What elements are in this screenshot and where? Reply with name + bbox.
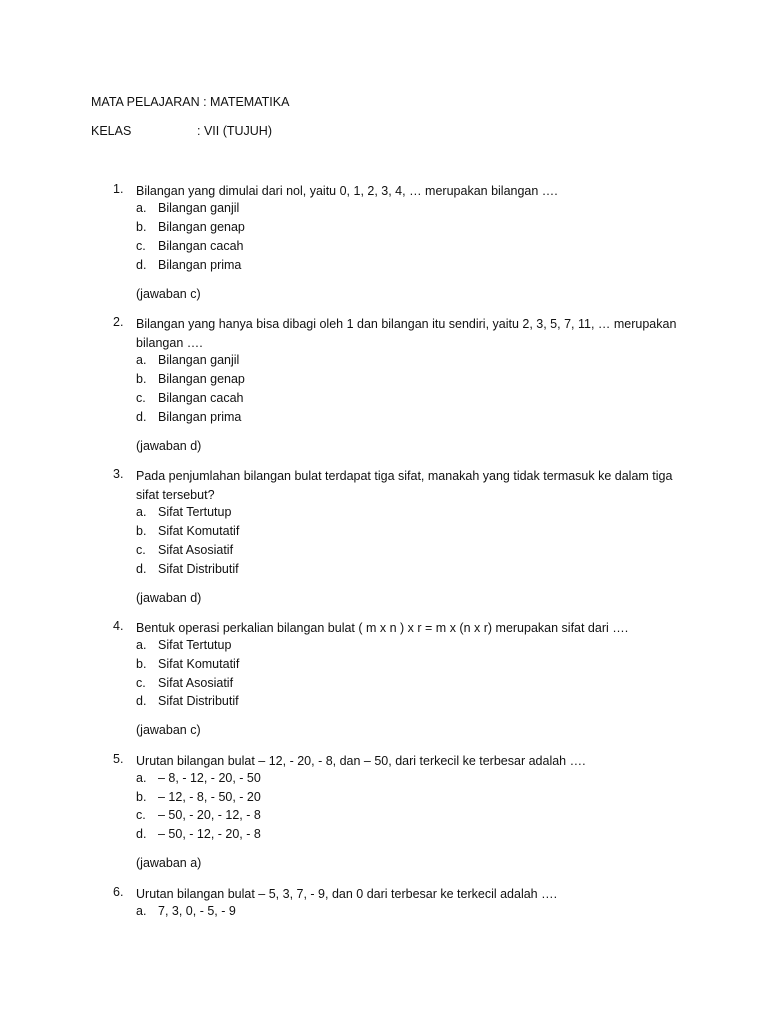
option-letter: a. <box>136 904 147 918</box>
option-text: Bilangan prima <box>158 258 242 272</box>
option-a <box>136 201 239 215</box>
question-text: Bilangan yang dimulai dari nol, yaitu 0, 1, 2, 3, 4, … merupakan bilangan …. <box>136 184 558 198</box>
option-text: – 8, - 12, - 20, - 50 <box>158 771 261 785</box>
option-b <box>136 790 261 804</box>
option-c <box>136 543 233 557</box>
option-letter: a. <box>136 638 147 652</box>
option-a <box>136 505 231 519</box>
option-text: Sifat Komutatif <box>158 524 240 538</box>
question-number: 4. <box>113 619 124 633</box>
option-a <box>136 353 239 367</box>
option-a <box>136 638 231 652</box>
option-text: Sifat Distributif <box>158 694 239 708</box>
option-c <box>136 676 233 690</box>
option-d <box>136 562 239 576</box>
option-letter: a. <box>136 505 147 519</box>
option-text: Sifat Distributif <box>158 562 239 576</box>
option-text: Sifat Asosiatif <box>158 676 234 690</box>
class-value: : VII (TUJUH) <box>197 124 272 138</box>
question-text: Urutan bilangan bulat – 5, 3, 7, - 9, dan 0 dari terbesar ke terkecil adalah …. <box>136 887 558 901</box>
option-letter: b. <box>136 220 147 234</box>
option-b <box>136 372 245 386</box>
question-text: Urutan bilangan bulat – 12, - 20, - 8, dan – 50, dari terkecil ke terbesar adalah …. <box>136 754 586 768</box>
option-text: – 50, - 12, - 20, - 8 <box>158 827 261 841</box>
option-text: Sifat Asosiatif <box>158 543 234 557</box>
option-letter: a. <box>136 353 147 367</box>
option-a <box>136 904 236 918</box>
option-letter: c. <box>136 543 146 557</box>
question-text: Bentuk operasi perkalian bilangan bulat ( m x n ) x r = m x (n x r) merupakan sifat dari …. <box>136 621 629 635</box>
option-text: Bilangan genap <box>158 372 245 386</box>
question-text: Bilangan yang hanya bisa dibagi oleh 1 dan bilangan itu sendiri, yaitu 2, 3, 5, 7, 11, … merupakan bilangan …. <box>136 317 677 350</box>
option-c <box>136 808 261 822</box>
question-number: 5. <box>113 752 124 766</box>
option-text: Bilangan genap <box>158 220 245 234</box>
option-c <box>136 239 243 253</box>
option-d <box>136 827 261 841</box>
option-text: Sifat Tertutup <box>158 505 232 519</box>
option-text: Bilangan ganjil <box>158 201 240 215</box>
option-text: – 12, - 8, - 50, - 20 <box>158 790 261 804</box>
question-number: 3. <box>113 467 124 481</box>
option-letter: d. <box>136 694 147 708</box>
question-text: Pada penjumlahan bilangan bulat terdapat tiga sifat, manakah yang tidak termasuk ke dalam tiga sifat tersebut? <box>136 469 673 502</box>
option-a <box>136 771 261 785</box>
class-label: KELAS <box>91 124 132 138</box>
option-letter: b. <box>136 524 147 538</box>
option-b <box>136 524 239 538</box>
option-letter: b. <box>136 657 147 671</box>
option-text: 7, 3, 0, - 5, - 9 <box>158 904 236 918</box>
option-letter: b. <box>136 372 147 386</box>
question-number: 6. <box>113 885 124 899</box>
option-letter: d. <box>136 562 147 576</box>
answer-note: (jawaban d) <box>136 439 202 453</box>
option-b <box>136 220 245 234</box>
option-letter: d. <box>136 258 147 272</box>
option-letter: a. <box>136 201 147 215</box>
option-d <box>136 410 241 424</box>
answer-note: (jawaban a) <box>136 856 202 870</box>
option-letter: d. <box>136 827 147 841</box>
question-number: 1. <box>113 182 124 196</box>
subject-text: MATA PELAJARAN : MATEMATIKA <box>91 95 290 109</box>
option-letter: d. <box>136 410 147 424</box>
option-letter: a. <box>136 771 147 785</box>
option-text: – 50, - 20, - 12, - 8 <box>158 808 261 822</box>
option-letter: c. <box>136 676 146 690</box>
answer-note: (jawaban c) <box>136 287 201 301</box>
option-c <box>136 391 243 405</box>
option-letter: c. <box>136 239 146 253</box>
option-text: Bilangan prima <box>158 410 242 424</box>
option-text: Sifat Komutatif <box>158 657 240 671</box>
question-number: 2. <box>113 315 124 329</box>
option-b <box>136 657 239 671</box>
option-text: Bilangan cacah <box>158 391 244 405</box>
subject-line <box>91 95 289 109</box>
option-letter: b. <box>136 790 147 804</box>
option-d <box>136 258 241 272</box>
option-letter: c. <box>136 808 146 822</box>
class-line <box>91 124 272 138</box>
option-d <box>136 694 239 708</box>
answer-note: (jawaban c) <box>136 723 201 737</box>
option-text: Sifat Tertutup <box>158 638 232 652</box>
answer-note: (jawaban d) <box>136 591 202 605</box>
option-text: Bilangan ganjil <box>158 353 240 367</box>
option-text: Bilangan cacah <box>158 239 244 253</box>
option-letter: c. <box>136 391 146 405</box>
